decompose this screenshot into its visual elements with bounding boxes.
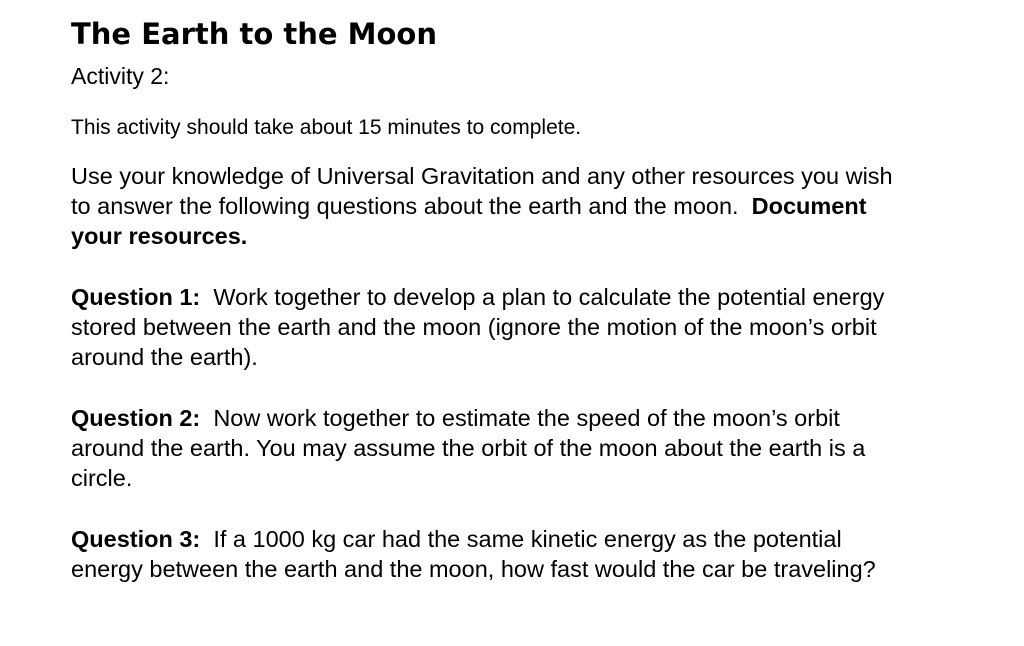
- instructions-line-2-text: to answer the following questions about the earth and the moon.: [71, 193, 739, 219]
- instructions-bold-resources: your resources.: [71, 223, 248, 249]
- question-2-label: Question 2:: [71, 405, 201, 431]
- question-2: [71, 403, 1001, 493]
- question-1-text-1: Work together to develop a plan to calculate the potential energy: [213, 284, 885, 310]
- instructions-bold-document: Document: [751, 193, 867, 219]
- question-1-line-2: stored between the earth and the moon (ignore the motion of the moon’s orbit: [71, 314, 877, 340]
- instructions-paragraph: [71, 161, 1001, 251]
- question-2-line-1: [71, 403, 1001, 433]
- instructions-line-1: Use your knowledge of Universal Gravitation and any other resources you wish: [71, 163, 893, 189]
- question-1-line-1: [71, 282, 1001, 312]
- instructions-line-2: [71, 191, 1001, 221]
- intro-text: This activity should take about 15 minutes to complete.: [71, 116, 582, 139]
- question-3-label: Question 3:: [71, 526, 201, 552]
- question-2-line-2: around the earth. You may assume the orbit of the moon about the earth is a: [71, 435, 866, 461]
- document-title: The Earth to the Moon: [71, 17, 437, 51]
- question-3-line-2: energy between the earth and the moon, how fast would the car be traveling?: [71, 556, 876, 582]
- activity-label: Activity 2:: [71, 63, 170, 89]
- question-3: [71, 524, 1001, 584]
- question-2-text-1: Now work together to estimate the speed of the moon’s orbit: [213, 405, 840, 431]
- question-1-label: Question 1:: [71, 284, 201, 310]
- question-2-line-3: circle.: [71, 465, 133, 491]
- question-3-line-1: [71, 524, 1001, 554]
- question-3-text-1: If a 1000 kg car had the same kinetic energy as the potential: [213, 526, 842, 552]
- question-1-line-3: around the earth).: [71, 344, 258, 370]
- question-1: [71, 282, 1001, 372]
